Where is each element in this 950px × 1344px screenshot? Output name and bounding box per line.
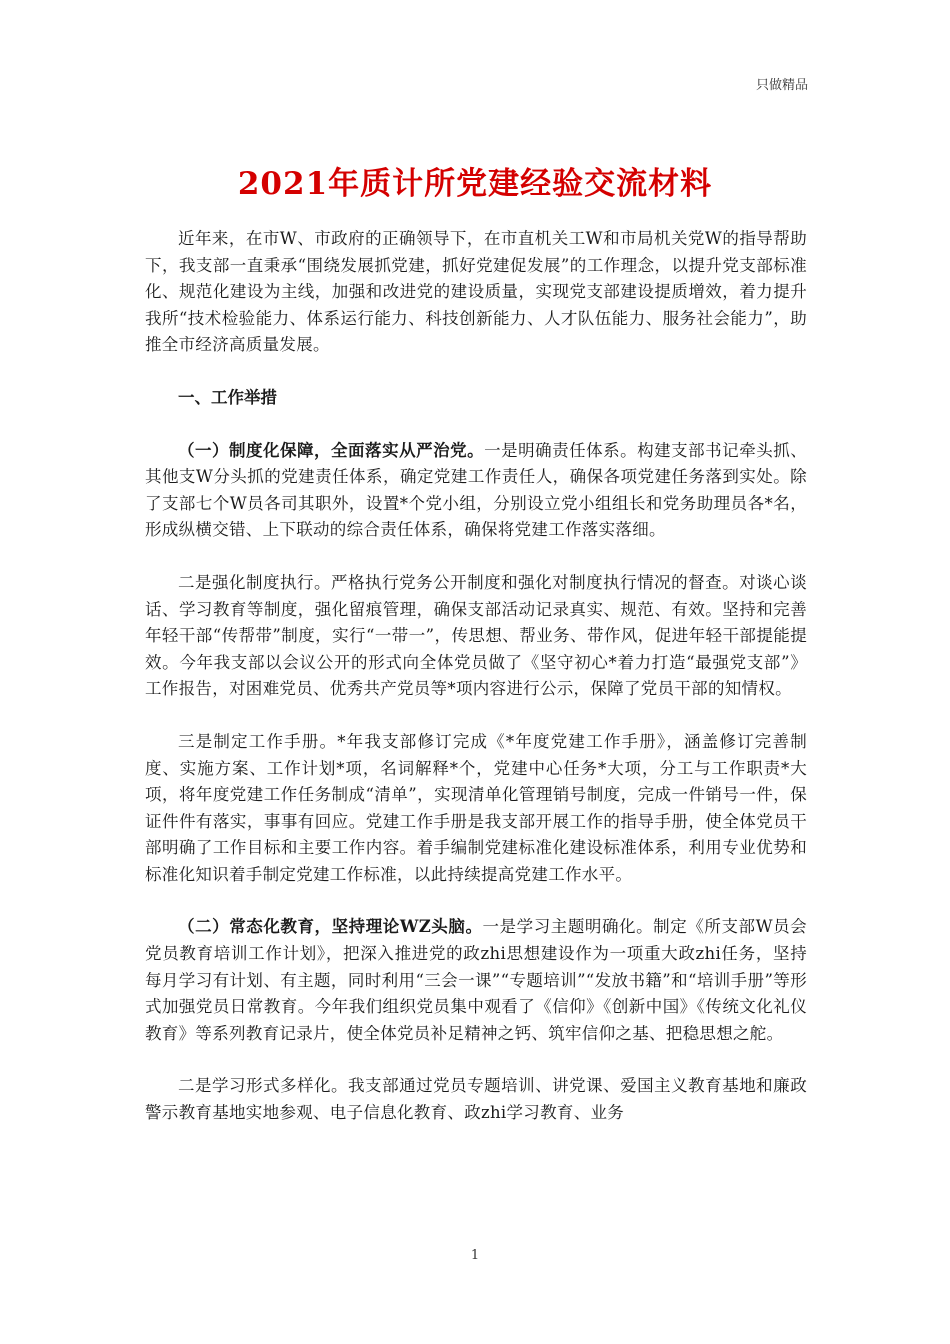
document-body: [145, 226, 807, 1153]
paragraph-item2: [145, 914, 807, 1047]
paragraph-item1: [145, 438, 807, 544]
item2-text: 一是学习主题明确化。制定《所支部W员会党员教育培训工作计划》，把深入推进党的政zhi思想建设作为一项重大政zhi任务，坚持每月学习有计划、有主题，同时利用“三会一课”“专题培训”“发放书籍”和“培训手册”等形式加强党员日常教育。今年我们组织党员集中观看了《信仰》《创新中国》《传统文化礼仪教育》等系列教育记录片，使全体党员补足精神之钙、筑牢信仰之基、把稳思想之舵。: [145, 917, 807, 1043]
paragraph-2: 二是强化制度执行。严格执行党务公开制度和强化对制度执行情况的督查。对谈心谈话、学习教育等制度，强化留痕管理，确保支部活动记录真实、规范、有效。坚持和完善年轻干部“传帮带”制度，实行“一带一”，传思想、帮业务、带作风，促进年轻干部提能提效。今年我支部以会议公开的形式向全体党员做了《坚守初心*着力打造“最强党支部”》工作报告，对困难党员、优秀共产党员等*项内容进行公示，保障了党员干部的知情权。: [145, 572, 807, 699]
section-heading: 一、工作举措: [178, 387, 277, 407]
item1-text: 一是明确责任体系。构建支部书记牵头抓、其他支W分头抓的党建责任体系，确定党建工作责任人，确保各项党建任务落到实处。除了支部七个W员各司其职外，设置*个党小组，分别设立党小组组长和党务助理员各*名，形成纵横交错、上下联动的综合责任体系，确保将党建工作落实落细。: [145, 440, 808, 540]
intro-paragraph: 近年来，在市W、市政府的正确领导下，在市直机关工W和市局机关党W的指导帮助下，我支部一直秉承“围绕发展抓党建，抓好党建促发展”的工作理念，以提升党支部标准化、规范化建设为主线，加强和改进党的建设质量，实现党支部建设提质增效，着力提升我所“技术检验能力、体系运行能力、科技创新能力、人才队伍能力、服务社会能力”，助推全市经济高质量发展。: [145, 229, 807, 355]
item2-lead: （二）常态化教育，坚持理论WZ头脑。: [178, 917, 483, 937]
paragraph-3: 三是制定工作手册。*年我支部修订完成《*年度党建工作手册》，涵盖修订完善制度、实施方案、工作计划*项，名词解释*个，党建中心任务*大项，分工与工作职责*大项，将年度党建工作任务制成“清单”，实现清单化管理销号制度，完成一件销号一件，保证件件有落实，事事有回应。党建工作手册是我支部开展工作的指导手册，使全体党员干部明确了工作目标和主要工作内容。着手编制党建标准化建设标准体系，利用专业优势和标准化知识着手制定党建工作标准，以此持续提高党建工作水平。: [145, 731, 807, 884]
page-number: 1: [470, 1248, 480, 1263]
paragraph-5: 二是学习形式多样化。我支部通过党员专题培训、讲党课、爱国主义教育基地和廉政警示教育基地实地参观、电子信息化教育、政zhi学习教育、业务: [145, 1076, 807, 1123]
header-tag: 只做精品: [755, 78, 808, 93]
document-title: 2021年质计所党建经验交流材料: [237, 166, 713, 202]
item1-lead: （一）制度化保障，全面落实从严治党。: [178, 440, 485, 460]
